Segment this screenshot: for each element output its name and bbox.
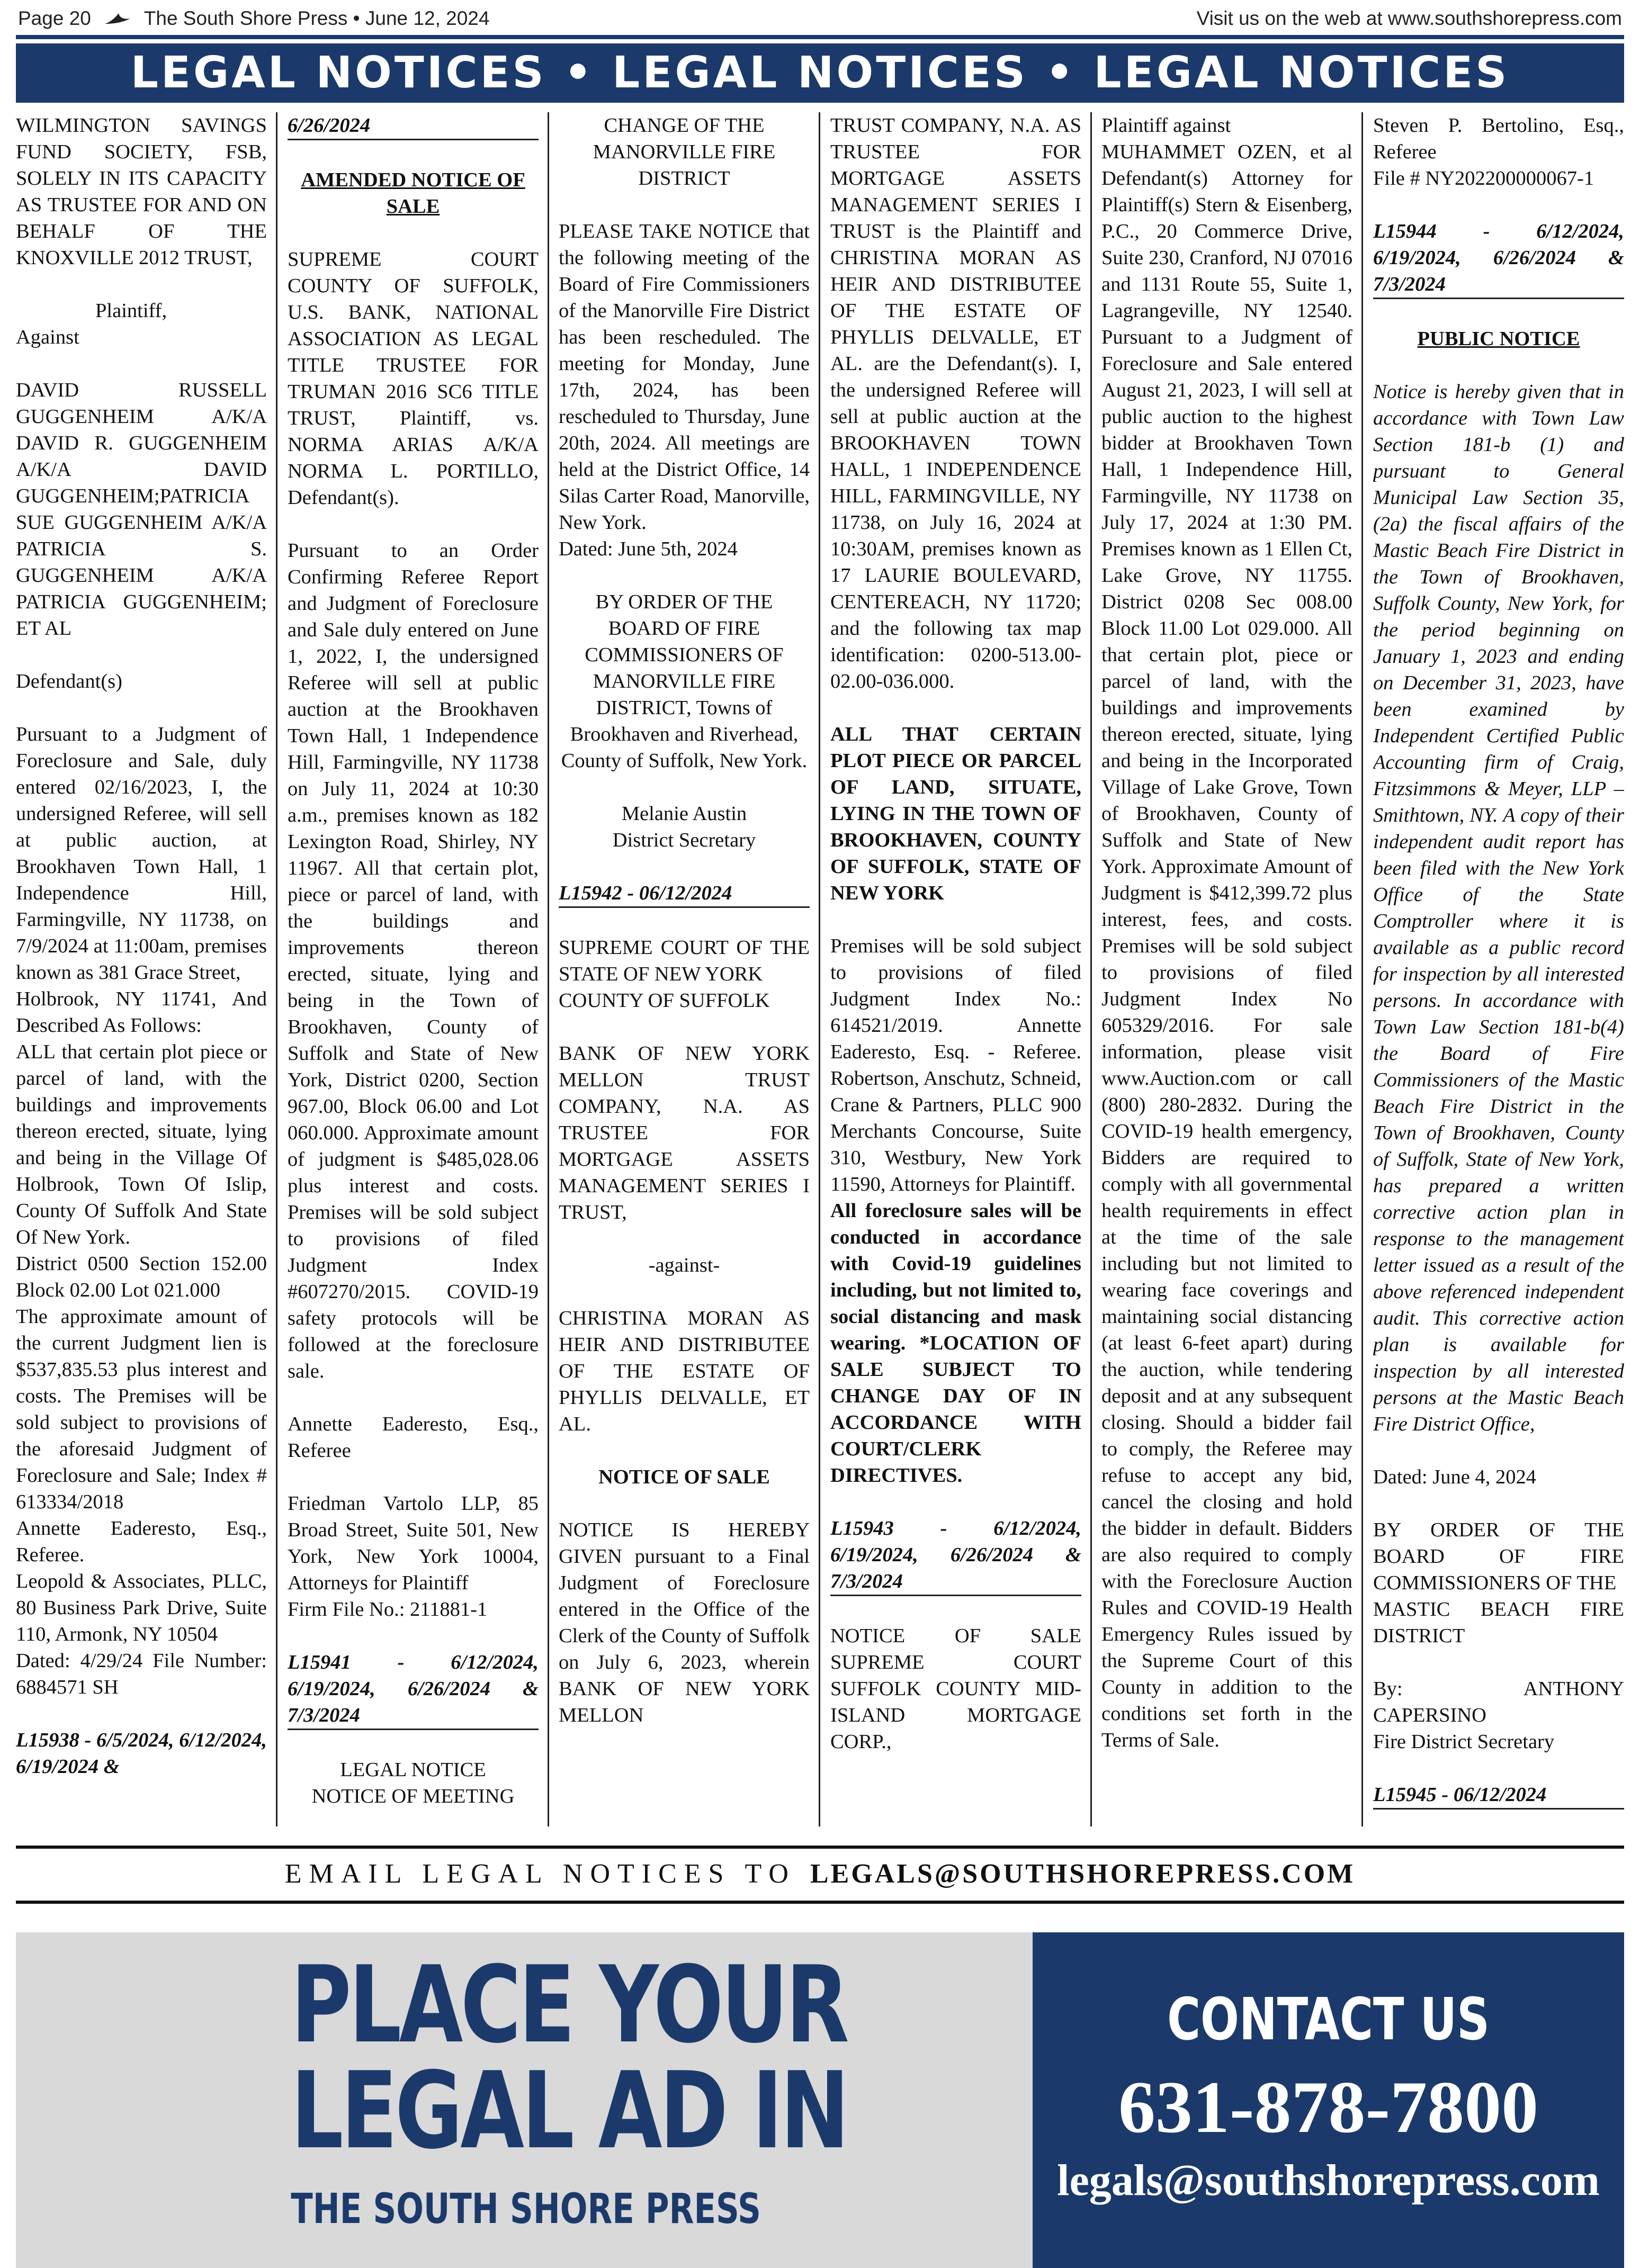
notice-reference: L15943 - 6/12/2024, 6/19/2024, 6/26/2024 & 7/3/2024	[830, 1517, 1081, 1592]
paragraph-spacer	[1373, 1649, 1624, 1676]
notice-text: Melanie Austin	[621, 803, 747, 825]
bird-logo-icon	[104, 8, 131, 31]
notice-text: BANK OF NEW YORK MELLON TRUST COMPANY, N.A. AS TRUSTEE FOR MORTGAGE ASSETS MANAGEMENT SERIES I TRUST,	[559, 1042, 810, 1223]
paragraph-spacer	[16, 350, 267, 377]
notice-text: District 0500 Section 152.00 Block 02.00 Lot 021.000	[16, 1253, 267, 1301]
notice-text: NOTICE OF SALE SUPREME COURT SUFFOLK COUNTY MID-ISLAND MORTGAGE CORP.,	[830, 1625, 1081, 1753]
paragraph-spacer	[830, 1489, 1081, 1515]
header-rule	[16, 35, 1624, 39]
paragraph-spacer	[1373, 1490, 1624, 1517]
notice-text: SUPREME COURT OF THE STATE OF NEW YORK	[559, 937, 810, 985]
notice-text: NOTICE OF MEETING	[311, 1785, 515, 1807]
notice-text: BY ORDER OF THE BOARD OF FIRE COMMISSIONERS OF THE	[1373, 1519, 1624, 1594]
paragraph-spacer	[1373, 352, 1624, 379]
notice-text: Plaintiff against	[1101, 114, 1231, 137]
notice-reference: L15944 - 6/12/2024, 6/19/2024, 6/26/2024 & 7/3/2024	[1373, 220, 1624, 295]
notice-text: Leopold & Associates, PLLC, 80 Business Park Drive, Suite 110, Armonk, NY 10504	[16, 1570, 267, 1645]
ad-headline-line2: LEGAL AD IN	[291, 2049, 847, 2173]
paragraph-spacer	[288, 1730, 539, 1757]
notice-reference: 6/26/2024	[288, 114, 371, 137]
legal-notices-banner: LEGAL NOTICES • LEGAL NOTICES • LEGAL NOTICES	[16, 43, 1624, 103]
notice-text: BY ORDER OF THE BOARD OF FIRE COMMISSIONERS OF MANORVILLE FIRE DISTRICT, Towns of Brookhaven and Riverhead, County of Suffolk, New York.	[561, 591, 808, 772]
notice-column	[830, 112, 1081, 1826]
notice-text: MASTIC BEACH FIRE DISTRICT	[1373, 1598, 1624, 1647]
notice-column	[1101, 112, 1352, 1826]
notice-text: By: ANTHONY CAPERSINO	[1373, 1678, 1624, 1726]
notice-reference: L15938 - 6/5/2024, 6/12/2024, 6/19/2024 &	[16, 1729, 267, 1778]
notice-text: File # NY202200000067-1	[1373, 167, 1594, 190]
notice-text: All foreclosure sales will be conducted in accordance with Covid-19 guidelines including, but not limited to, social distancing and mask wearing. *LOCATION OF SALE SUBJECT TO CHANGE DAY OF IN ACCORDANCE WITH COURT/CLERK DIRECTIVES.	[830, 1200, 1081, 1487]
page-header	[16, 4, 1624, 33]
contact-title: CONTACT US	[1167, 1985, 1490, 2053]
column-divider	[1361, 112, 1363, 1826]
notice-text: ALL that certain plot piece or parcel of land, with the buildings and improvements thereon erected, situate, lying and being in the Village Of Holbrook, Town Of Islip, County Of Suffolk And State Of New York.	[16, 1041, 267, 1248]
notice-text: Annette Eaderesto, Esq., Referee.	[16, 1517, 267, 1566]
paragraph-spacer	[559, 853, 810, 880]
paragraph-spacer	[559, 1014, 810, 1040]
notice-text: Premises will be sold subject to provisions of filed Judgment Index No.: 614521/2019. Annette Eaderesto, Esq. - Referee. Robertson, Anschutz, Schneid, Crane & Partners, PLLC 900 Merchants Concourse, Suite 310, Westbury, New York 11590, Attorneys for Plaintiff.	[830, 935, 1081, 1195]
notice-text: Notice is hereby given that in accordance with Town Law Section 181-b (1) and pursuant to General Municipal Law Section 35, (2a) the fiscal affairs of the Mastic Beach Fire District in the Town of Brookhaven, Suffolk County, New York, for the period beginning on January 1, 2023 and ending on December 31, 2023, have been examined by Independent Certified Public Accounting firm of Craig, Fitzsimmons & Meyer, LLP – Smithtown, NY. A copy of their independent audit report has been filed with the New York Office of the State Comptroller where it is available as a public record for inspection by all interested persons. In accordance with Town Law Section 181-b(4) the Board of Fire Commissioners of the Mastic Beach Fire District in the Town of Brookhaven, County of Suffolk, State of New York, has prepared a written corrective action plan in response to the management letter issued as a result of the above referenced independent audit. This corrective action plan is available for inspection by all interested persons at the Mastic Beach Fire District Office,	[1373, 381, 1624, 1435]
ad-headline-line1: PLACE YOUR	[291, 1943, 847, 2067]
paragraph-spacer	[288, 511, 539, 537]
notice-column	[1373, 112, 1624, 1826]
notice-text: Pursuant to an Order Confirming Referee Report and Judgment of Foreclosure and Sale duly entered on June 1, 2022, I, the undersigned Referee will sell at public auction at the Brookhaven Town Hall, 1 Independence Hill, Farmingville, NY 11738 on July 11, 2024 at 10:30 a.m., premises known as 182 Lexington Road, Shirley, NY 11967. All that certain plot, piece or parcel of land, with the buildings and improvements thereon erected, situate, lying and being in the Town of Brookhaven, County of Suffolk and State of New York, District 0200, Section 967.00, Block 06.00 and Lot 060.000. Approximate amount of judgment is $485,028.06 plus interest and costs. Premises will be sold subject to provisions of filed Judgment Index #607270/2015. COVID-19 safety protocols will be followed at the foreclosure sale.	[288, 539, 539, 1382]
notice-text: -against-	[648, 1254, 720, 1276]
notice-text: Holbrook, NY 11741, And Described As Follows:	[16, 988, 267, 1037]
paragraph-spacer	[559, 774, 810, 800]
contact-email[interactable]: legals@southshorepress.com	[1057, 2156, 1600, 2205]
paragraph-spacer	[1373, 299, 1624, 326]
notice-text: SUPREME COURT COUNTY OF SUFFOLK, U.S. BANK, NATIONAL ASSOCIATION AS LEGAL TITLE TRUSTEE FOR TRUMAN 2016 SC6 TITLE TRUST, Plaintiff, vs. NORMA ARIAS A/K/A NORMA L. PORTILLO, Defendant(s).	[288, 248, 539, 509]
notice-text: Steven P. Bertolino, Esq., Referee	[1373, 114, 1624, 163]
notice-reference: L15941 - 6/12/2024, 6/19/2024, 6/26/2024 & 7/3/2024	[288, 1651, 539, 1726]
notice-column	[288, 112, 539, 1826]
email-rule-bottom	[16, 1901, 1624, 1904]
email-banner	[16, 1853, 1624, 1895]
notice-text: LEGAL NOTICE	[340, 1759, 486, 1781]
paragraph-spacer	[559, 562, 810, 589]
paragraph-spacer	[559, 1226, 810, 1252]
notice-text: MUHAMMET OZEN, et al Defendant(s) Attorney for Plaintiff(s) Stern & Eisenberg, P.C., 20 Commerce Drive, Suite 230, Cranford, NJ 07016 and 1131 Route 55, Suite 1, Lagrangeville, NY 12540. Pursuant to a Judgment of Foreclosure and Sale entered August 21, 2023, I will sell at public auction to the highest bidder at Brookhaven Town Hall, 1 Independence Hill, Farmingville, NY 11738 on July 17, 2024 at 1:30 PM. Premises known as 1 Ellen Ct, Lake Grove, NY 11755. District 0208 Sec 008.00 Block 11.00 Lot 029.000. All that certain plot, piece or parcel of land, with the buildings and improvements thereon erected, situate, lying and being in the Incorporated Village of Lake Grove, Town of Brookhaven, County of Suffolk and State of New York. Approximate Amount of Judgment is $412,399.72 plus interest, fees, and costs. Premises will be sold subject to provisions of filed Judgment Index No 605329/2016. For sale information, please visit www.Auction.com or call (800) 280-2832. During the COVID-19 health emergency, Bidders are required to comply with all governmental health requirements in effect at the time of the sale including but not limited to wearing face coverings and maintaining social distancing (at least 6-feet apart) during the auction, while tendering deposit and at any subsequent closing. Should a bidder fail to comply, the Referee may refuse to accept any bid, cancel the closing and hold the bidder in default. Bidders are also required to comply with the Foreclosure Auction Rules and COVID-19 Health Emergency Rules issued by the Supreme Court of this County in addition to the conditions set forth in the Terms of Sale.	[1101, 141, 1352, 1751]
notice-text: Pursuant to a Judgment of Foreclosure and Sale, duly entered 02/16/2023, I, the undersigned Referee, will sell at public auction, at Brookhaven Town Hall, 1 Independence Hill, Farmingville, NY 11738, on 7/9/2024 at 11:00am, premises known as 381 Grace Street,	[16, 723, 267, 984]
paragraph-spacer	[830, 695, 1081, 721]
ad-publication: THE SOUTH SHORE PRESS	[291, 2185, 761, 2233]
paragraph-spacer	[16, 1700, 267, 1727]
notice-columns	[16, 112, 1624, 1826]
notice-text: NOTICE IS HEREBY GIVEN pursuant to a Final Judgment of Foreclosure entered in the Office of the Clerk of the County of Suffolk on July 6, 2023, wherein BANK OF NEW YORK MELLON	[559, 1519, 810, 1726]
notice-column	[559, 112, 810, 1826]
paragraph-spacer	[16, 695, 267, 721]
contact-phone[interactable]: 631-878-7800	[1118, 2066, 1539, 2148]
advertisement-contact	[1033, 1932, 1624, 2268]
paragraph-spacer	[16, 271, 267, 298]
notice-text: PUBLIC NOTICE	[1417, 328, 1580, 350]
notice-text: ALL THAT CERTAIN PLOT PIECE OR PARCEL OF LAND, SITUATE, LYING IN THE TOWN OF BROOKHAVEN, COUNTY OF SUFFOLK, STATE OF NEW YORK	[830, 723, 1081, 904]
column-divider	[1090, 112, 1092, 1826]
column-divider	[276, 112, 277, 1826]
website-link[interactable]: Visit us on the web at www.southshorepress.com	[1196, 7, 1622, 29]
notice-text: WILMINGTON SAVINGS FUND SOCIETY, FSB, SOLELY IN ITS CAPACITY AS TRUSTEE FOR AND ON BEHALF OF THE KNOXVILLE 2012 TRUST,	[16, 114, 267, 269]
notice-text: Defendant(s)	[16, 670, 122, 692]
notice-text: Dated: June 4, 2024	[1373, 1466, 1536, 1488]
notice-text: Annette Eaderesto, Esq., Referee	[288, 1413, 539, 1462]
paragraph-spacer	[1373, 1437, 1624, 1464]
notice-column	[16, 112, 267, 1826]
paragraph-spacer	[559, 1437, 810, 1464]
notice-reference: L15945 - 06/12/2024	[1373, 1784, 1547, 1806]
column-divider	[819, 112, 820, 1826]
paragraph-spacer	[559, 1279, 810, 1305]
paragraph-spacer	[288, 1464, 539, 1490]
paragraph-spacer	[559, 908, 810, 934]
notice-text: Against	[16, 326, 79, 348]
paragraph-spacer	[288, 1384, 539, 1411]
header-separator: •	[353, 7, 360, 29]
header-left	[18, 7, 489, 31]
notice-text: COUNTY OF SUFFOLK	[559, 989, 770, 1012]
publication-name: The South Shore Press	[144, 7, 348, 29]
notice-text: CHANGE OF THE MANORVILLE FIRE DISTRICT	[593, 114, 776, 190]
paragraph-spacer	[288, 1623, 539, 1649]
issue-date: June 12, 2024	[365, 7, 490, 29]
notice-text: The approximate amount of the current Judgment lien is $537,835.53 plus interest and costs. The Premises will be sold subject to provisions of the aforesaid Judgment of Foreclosure and Sale; Index # 613334/2018	[16, 1306, 267, 1513]
paragraph-spacer	[1373, 192, 1624, 218]
paragraph-spacer	[830, 906, 1081, 933]
email-rule-top	[16, 1846, 1624, 1849]
paragraph-spacer	[16, 642, 267, 668]
notice-text: Fire District Secretary	[1373, 1731, 1555, 1753]
email-address-link[interactable]: LEGALS@SOUTHSHOREPRESS.COM	[810, 1859, 1356, 1889]
paragraph-spacer	[288, 140, 539, 167]
paragraph-spacer	[288, 220, 539, 246]
paragraph-spacer	[1373, 1755, 1624, 1781]
notice-text: Friedman Vartolo LLP, 85 Broad Street, Suite 501, New York, New York 10004, Attorneys for Plaintiff	[288, 1492, 539, 1594]
paragraph-spacer	[559, 1490, 810, 1517]
notice-text: TRUST COMPANY, N.A. AS TRUSTEE FOR MORTGAGE ASSETS MANAGEMENT SERIES I TRUST is the Plaintiff and CHRISTINA MORAN AS HEIR AND DISTRIBUTEE OF THE ESTATE OF PHYLLIS DELVALLE, ET AL. are the Defendant(s). I, the undersigned Referee will sell at public auction at the BROOKHAVEN TOWN HALL, 1 INDEPENDENCE HILL, FARMINGVILLE, NY 11738, on July 16, 2024 at 10:30AM, premises known as 17 LAURIE BOULEVARD, CENTEREACH, NY 11720; and the following tax map identification: 0200-513.00-02.00-036.000.	[830, 114, 1081, 692]
notice-text: Plaintiff,	[95, 300, 167, 322]
notice-text: NOTICE OF SALE	[598, 1466, 770, 1488]
paragraph-spacer	[559, 192, 810, 218]
notice-text: PLEASE TAKE NOTICE that the following meeting of the Board of Fire Commissioners of the Manorville Fire District has been rescheduled. The meeting for Monday, June 17th, 2024, has been rescheduled to Thursday, June 20th, 2024. All meetings are held at the District Office, 14 Silas Carter Road, Manorville, New York.	[559, 220, 810, 534]
column-divider	[548, 112, 549, 1826]
advertisement-place-ad	[16, 1932, 1033, 2268]
notice-text: Firm File No.: 211881-1	[288, 1598, 488, 1621]
paragraph-spacer	[830, 1596, 1081, 1623]
notice-reference: L15942 - 06/12/2024	[559, 882, 732, 904]
notice-text: AMENDED NOTICE OF SALE	[301, 169, 525, 218]
notice-text: Dated: June 5th, 2024	[559, 538, 738, 560]
notice-text: Dated: 4/29/24 File Number: 6884571 SH	[16, 1650, 267, 1698]
notice-divider	[1373, 1808, 1624, 1810]
notice-text: District Secretary	[612, 829, 756, 851]
notice-text: CHRISTINA MORAN AS HEIR AND DISTRIBUTEE OF THE ESTATE OF PHYLLIS DELVALLE, ET AL.	[559, 1307, 810, 1435]
email-prefix: EMAIL LEGAL NOTICES TO	[284, 1859, 796, 1889]
page-number: Page 20	[18, 7, 91, 29]
notice-text: DAVID RUSSELL GUGGENHEIM A/K/A DAVID R. GUGGENHEIM A/K/A DAVID GUGGENHEIM;PATRICIA SUE GUGGENHEIM A/K/A PATRICIA S. GUGGENHEIM A/K/A PATRICIA GUGGENHEIM; ET AL	[16, 379, 267, 640]
